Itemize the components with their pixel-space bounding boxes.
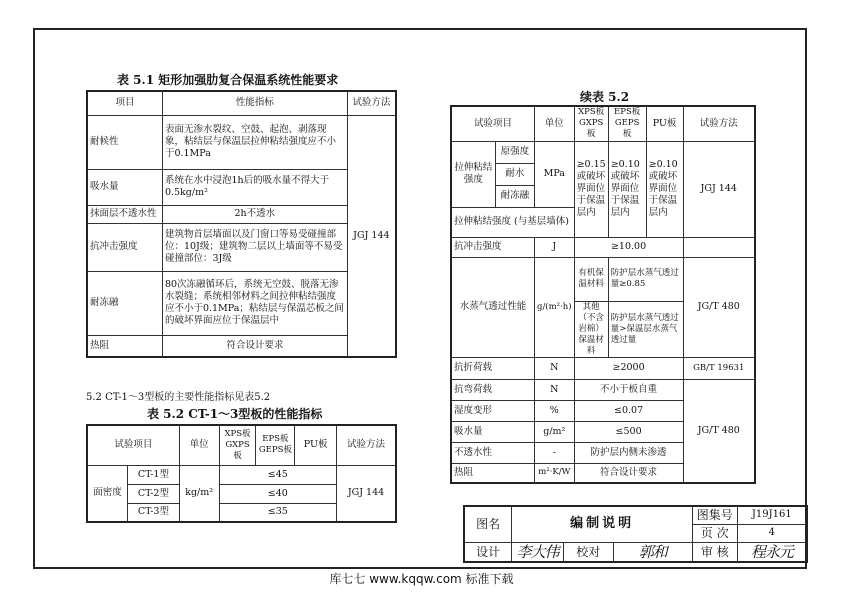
deform-item: 湿度变形 [451, 400, 535, 421]
method-cell: JGJ 144 [336, 465, 396, 522]
tensile-sub: 耐水 [495, 163, 534, 185]
paragraph-5-2: 5.2 CT-1～3型板的主要性能指标见表5.2 [86, 392, 271, 403]
row-item: 吸水量 [87, 169, 162, 205]
label-review: 审 核 [692, 542, 737, 562]
hang-unit: N [535, 379, 575, 400]
method-cell: JGJ 144 [347, 115, 396, 357]
tensile-sub: 原强度 [495, 141, 534, 163]
bend-value: ≥2000 [574, 357, 683, 379]
value-cell: ≤45 [219, 465, 336, 484]
row-spec: 2h不透水 [162, 205, 347, 223]
bend-unit: N [535, 357, 575, 379]
table-5-2 [86, 424, 397, 523]
tensile-sub: 耐冻融 [495, 185, 534, 207]
title-block [463, 505, 808, 563]
table-5-1 [86, 90, 397, 358]
reviewer-signature: 程永元 [737, 542, 807, 562]
imperm-item: 不透水性 [451, 442, 535, 463]
water-unit: g/m² [535, 421, 575, 442]
vapor-unit: g/(m²·h) [535, 257, 575, 357]
vapor-sub: 其他（不含岩棉）保温材料 [574, 301, 608, 357]
label-design: 设计 [464, 542, 512, 562]
tensile-unit: MPa [535, 141, 575, 207]
header-xps: XPS板 GXPS板 [219, 425, 256, 465]
heat-item: 热阻 [451, 463, 535, 483]
vapor-sub: 有机保温材料 [574, 257, 608, 301]
deform-unit: % [535, 400, 575, 421]
tensile-method: JGJ 144 [683, 141, 755, 237]
impact-item: 抗冲击强度 [451, 237, 535, 257]
row-item: 抗冲击强度 [87, 223, 162, 271]
hang-item: 抗弯荷载 [451, 379, 535, 400]
page-number: 4 [737, 524, 807, 542]
tensile-xps: ≥0.15 或破坏界面位于保温层内 [574, 141, 608, 237]
header-eps: EPS板 GEPS板 [608, 106, 646, 141]
bend-item: 抗折荷载 [451, 357, 535, 379]
lower-method: JG/T 480 [683, 379, 755, 483]
water-value: ≤500 [574, 421, 683, 442]
tensile-group: 拉伸粘结强度 [451, 141, 495, 207]
footer-watermark: 库七七 www.kqqw.com 标准下载 [329, 572, 514, 586]
header-eps: EPS板 GEPS板 [256, 425, 295, 465]
row-spec: 符合设计要求 [162, 335, 347, 357]
atlas-number: J19J161 [737, 506, 807, 524]
group-cell: 面密度 [87, 465, 128, 522]
water-item: 吸水量 [451, 421, 535, 442]
table-5-2-continued-title: 续表 5.2 [580, 90, 630, 104]
bend-method: GB/T 19631 [683, 357, 755, 379]
table-5-1-title: 表 5.1 矩形加强肋复合保温系统性能要求 [117, 73, 339, 87]
imperm-value: 防护层内侧未渗透 [574, 442, 683, 463]
header-unit: 单位 [535, 106, 575, 141]
header-xps: XPS板 GXPS板 [574, 106, 608, 141]
unit-cell: kg/m² [179, 465, 219, 522]
deform-value: ≤0.07 [574, 400, 683, 421]
label-page: 页 次 [692, 524, 737, 542]
vapor-item: 水蒸气透过性能 [451, 257, 535, 357]
label-check: 校对 [563, 542, 613, 562]
header-pu: PU板 [295, 425, 337, 465]
vapor-value: 防护层水蒸气透过量≥0.85 [608, 257, 683, 301]
row-item: 热阻 [87, 335, 162, 357]
imperm-unit: - [535, 442, 575, 463]
row-spec: 表面无渗水裂纹、空鼓、起泡、剥落现象，粘结层与保温层拉伸粘结强度应不小于0.1MPa [162, 115, 347, 169]
base-bond: 拉伸粘结强度 (与基层墙体) [451, 207, 574, 237]
heat-unit: m²·K/W [535, 463, 575, 483]
header-item: 试验项目 [451, 106, 535, 141]
table-5-2-title: 表 5.2 CT-1～3型板的性能指标 [147, 407, 323, 421]
type-cell: CT-1型 [128, 465, 180, 484]
header-item: 项目 [87, 91, 162, 115]
row-spec: 80次冻融循环后，系统无空鼓、脱落无渗水裂缝；系统相邻材料之间拉伸粘结强度应不小于0.1MPa；粘结层与保温芯板之间的破坏界面应位于保温层中 [162, 271, 347, 335]
impact-method [683, 237, 755, 257]
header-unit: 单位 [179, 425, 219, 465]
type-cell: CT-3型 [128, 503, 180, 522]
header-spec: 性能指标 [162, 91, 347, 115]
checker-signature: 郭和 [613, 542, 692, 562]
impact-unit: J [535, 237, 575, 257]
row-spec: 系统在水中浸泡1h后的吸水量不得大于0.5kg/m² [162, 169, 347, 205]
header-method: 试验方法 [683, 106, 755, 141]
designer-signature: 李大伟 [512, 542, 564, 562]
header-method: 试验方法 [347, 91, 396, 115]
row-item: 耐候性 [87, 115, 162, 169]
label-atlas: 图集号 [692, 506, 737, 524]
value-cell: ≤35 [219, 503, 336, 522]
row-item: 耐冻融 [87, 271, 162, 335]
impact-value: ≥10.00 [574, 237, 683, 257]
vapor-value: 防护层水蒸气透过量>保温层水蒸气透过量 [608, 301, 683, 357]
header-item: 试验项目 [87, 425, 179, 465]
row-item: 抹面层不透水性 [87, 205, 162, 223]
drawing-name: 编制说明 [512, 506, 693, 542]
hang-value: 不小于板自重 [574, 379, 683, 400]
heat-value: 符合设计要求 [574, 463, 683, 483]
header-pu: PU板 [646, 106, 683, 141]
table-5-2-continued [450, 105, 756, 484]
value-cell: ≤40 [219, 484, 336, 503]
row-spec: 建筑物首层墙面以及门窗口等易受碰撞部位：10J级；建筑物二层以上墙面等不易受碰撞部位：3J级 [162, 223, 347, 271]
tensile-pu: ≥0.10 或破坏界面位于保温层内 [646, 141, 683, 237]
vapor-method: JG/T 480 [683, 257, 755, 357]
type-cell: CT-2型 [128, 484, 180, 503]
tensile-eps: ≥0.10 或破坏界面位于保温层内 [608, 141, 646, 237]
label-name: 图名 [464, 506, 512, 542]
header-method: 试验方法 [336, 425, 396, 465]
